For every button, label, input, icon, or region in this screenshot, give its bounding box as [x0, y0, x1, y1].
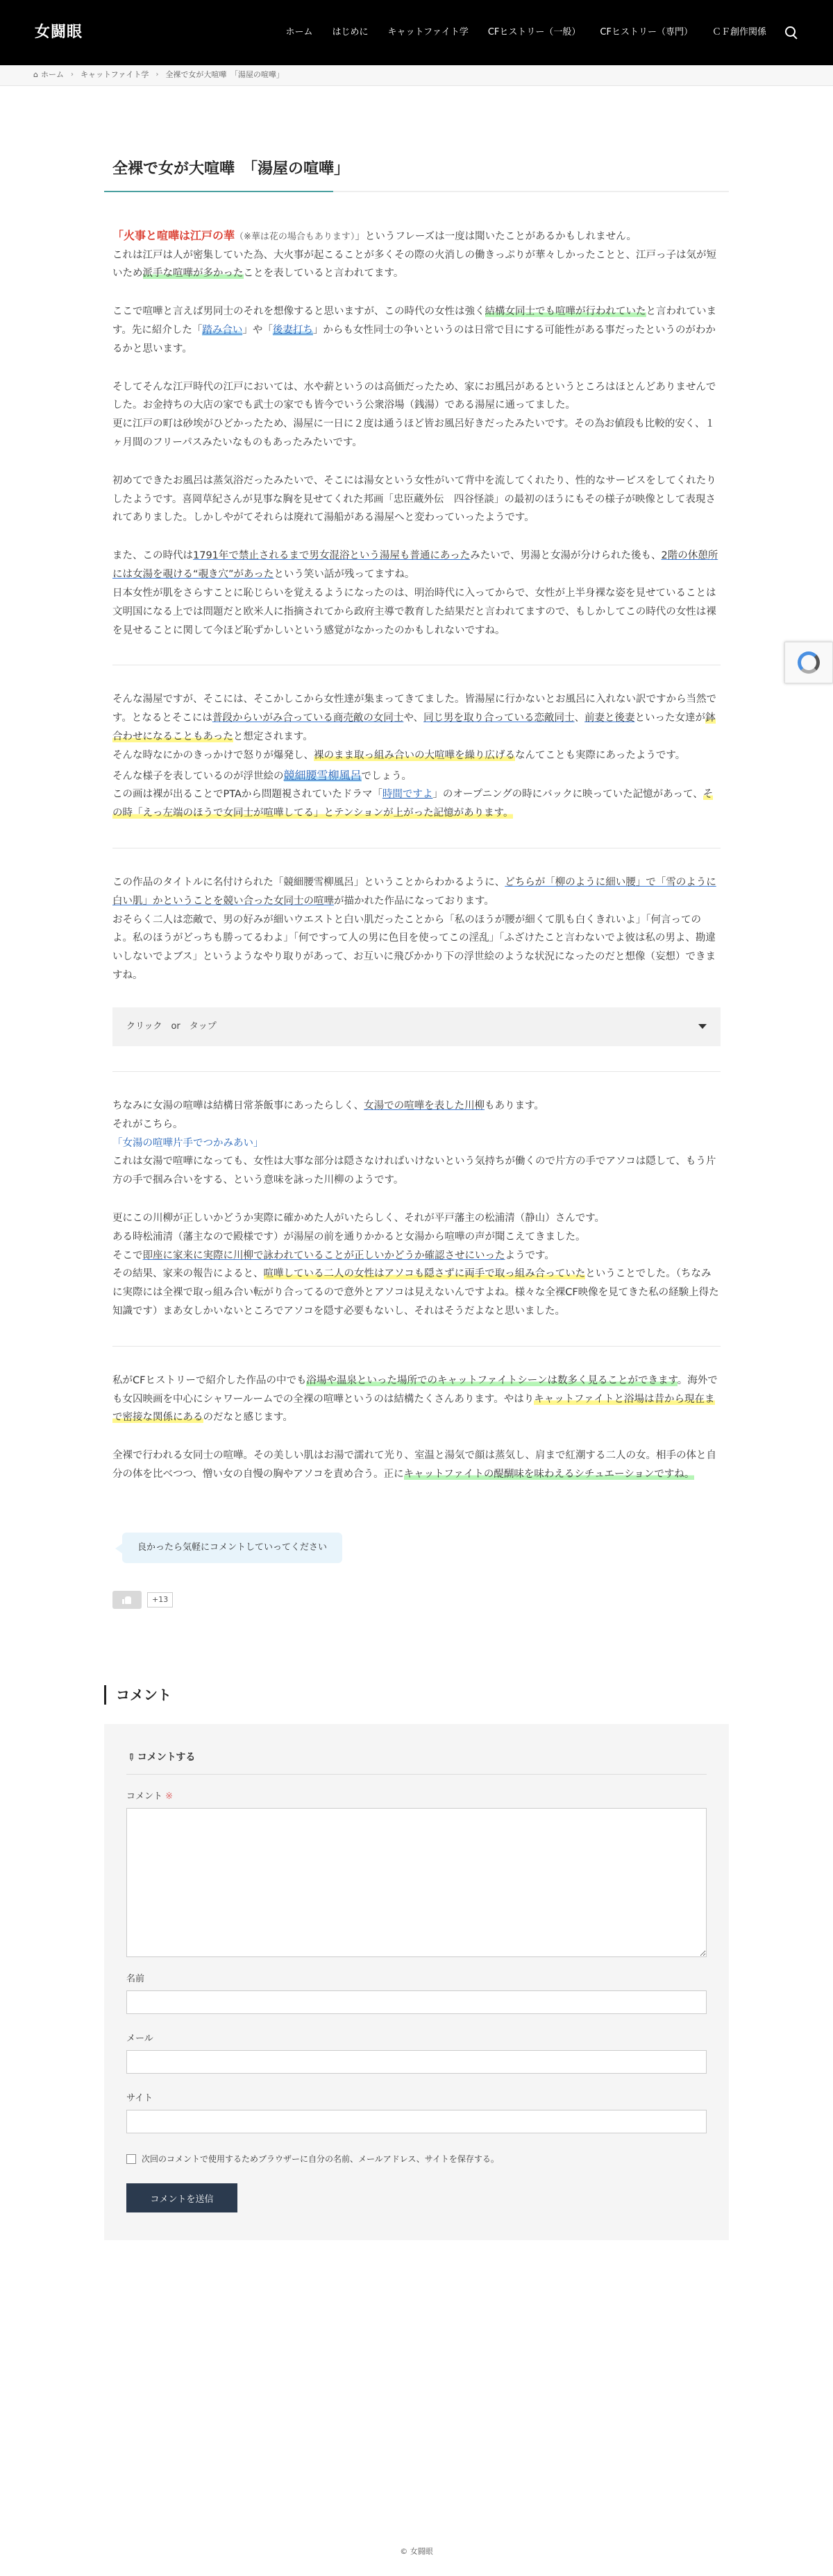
- post-body: [104, 192, 729, 1484]
- email-field[interactable]: [126, 2050, 707, 2074]
- nav-intro[interactable]: はじめに: [332, 26, 369, 37]
- paragraph: 更にこの川柳が正しいかどうか実際に確かめた人がいたらしく、それが平戸藩主の松浦清（静山）さんです。: [112, 1212, 605, 1224]
- nav-catfight-studies[interactable]: キャットファイト学: [387, 26, 469, 37]
- paragraph: [112, 1372, 721, 1427]
- like-count: +13: [147, 1592, 173, 1607]
- text: ここで喧嘩と言えば男同士のそれを想像すると思いますが、この時代の女性は強く: [112, 306, 485, 318]
- highlight: 結構女同士でも喧嘩が行われていた: [485, 306, 646, 318]
- paragraph: [112, 1265, 721, 1320]
- like-widget: [112, 1591, 729, 1609]
- nav-cf-history-special[interactable]: CFヒストリー（専門）: [600, 26, 693, 37]
- site-label: サイト: [126, 2092, 153, 2104]
- underline-text: どちらが「柳のように細い腰」で「雪のように白い肌」かということを競い合った女同士の喧嘩: [112, 877, 716, 907]
- paragraph: これは女湯で喧嘩になっても、女性は大事な部分は隠さなければいけないという気持ちが働くので片方の手でアソコは隠して、もう片方の手で掴み合いをする、という意味を詠った川柳のようです。: [112, 1156, 716, 1186]
- nav-cf-creation[interactable]: ＣＦ創作関係: [712, 26, 766, 37]
- paragraph: そしてそんな江戸時代の江戸においては、水や薪というのは高価だったため、家にお風呂があるというところはほとんどありませんでした。お金持ちの大店の家でも武士の家でも皆今でいう公衆浴場（銭湯）である湯屋に通ってました。: [112, 381, 716, 411]
- divider: [112, 1346, 721, 1347]
- paragraph: 日本女性が肌をさらすことに恥じらいを覚えるようになったのは、明治時代に入ってからで、女性が上半身裸な姿を見せていることは文明国になる上では問題だと欧米人に指摘されてから政府主導で教育した結果だと言われてますので、もしかしてこの時代の女性は裸を見せることに関して今ほど恥ずかしいという感覚がなかったのかもしれないですね。: [112, 587, 716, 636]
- paragraph: [112, 225, 721, 246]
- like-button[interactable]: [112, 1591, 142, 1609]
- underline-text: 前妻と後妻: [584, 713, 635, 724]
- link-fumiai[interactable]: 踏み合い: [202, 324, 243, 336]
- paragraph: おそらく二人は恋敵で、男の好みが細いウエストと白い肌だったことから「私のほうが腰が細くて肌も白くきれいよ」「何言ってのよ。私のほうがどっちも勝ってるわよ」「何ですって人の男に色目を使ってこの淫乱」「ふざけたこと言わないでよ彼は私の男よ、勘違いしないでよブス」というようなやり取りがあって、お互いに飛びかかり下の浮世絵のような状況になったのだと想像（妄想）できますね。: [112, 914, 716, 982]
- comment-form: [104, 1724, 729, 2240]
- text: そんな時なにかのきっかけで怒りが爆発し、: [112, 749, 314, 761]
- lead-rest: 」というフレーズは一度は聞いたことがあるかもしれません。: [355, 230, 637, 242]
- submit-comment-button[interactable]: コメントを送信: [126, 2183, 237, 2212]
- name-label: 名前: [126, 1973, 145, 1984]
- text: や、: [403, 713, 424, 724]
- breadcrumb-home[interactable]: ホーム: [40, 70, 64, 80]
- highlight: 浴場や温泉といった場所でのキャットファイトシーンは数多く見ることができます: [306, 1374, 678, 1386]
- pencil-icon: ✎: [124, 1750, 138, 1765]
- paragraph: ある時松浦清（藩主なので殿様です）が湯屋の前を通りかかると女湯から喧嘩の声が聞こえてきました。: [112, 1231, 586, 1243]
- text: ということでした。（ちなみに実際には全裸で取っ組み合い転がり合ってるので意外とアソコは見えないんですよね。様々な全裸CF映像を見てきた私の経験上得た知識です）まあ女しかいないところでアソコを隠す必要もないし、それはそうだよなと思いました。: [112, 1268, 719, 1317]
- site-logo[interactable]: 女闘眼: [35, 23, 83, 41]
- text: また、この時代は: [112, 550, 193, 562]
- text: でしょう。: [361, 770, 412, 782]
- page-title: 全裸で女が大喧嘩 「湯屋の喧嘩」: [104, 155, 729, 192]
- paragraph: [112, 246, 721, 284]
- paragraph: [112, 690, 721, 746]
- nav-home[interactable]: ホーム: [285, 26, 313, 37]
- label-text: コメント: [126, 1791, 163, 1802]
- text: 」のオープニングの時にバックに映っていた記憶があって、: [432, 789, 703, 801]
- paragraph: [112, 302, 721, 358]
- paragraph: 更に江戸の町は砂埃がひどかったため、湯屋に一日に２度は通うほど皆お風呂好きだったみたいです。その為お値段も比較的安く、１ヶ月間のフリーパスみたいなものもあったみたいです。: [112, 418, 715, 448]
- paragraph: [112, 873, 721, 911]
- reply-title-text: コメントする: [137, 1751, 196, 1763]
- text: この画は裸が出ることでPTAから問題視されていたドラマ「: [112, 789, 382, 801]
- link-uwanariuchi[interactable]: 後妻打ち: [272, 324, 313, 336]
- global-nav: [266, 24, 798, 41]
- paragraph: [112, 1097, 721, 1116]
- breadcrumb-category[interactable]: キャットファイト学: [80, 70, 149, 80]
- text: そんな湯屋ですが、そこには、そこかしこから女性達が集まってきてました。皆湯屋に行かないとお風呂に入れない訳ですから当然です。となるとそこには: [112, 694, 716, 724]
- text: これは江戸は人が密集していた為、大火事が起こることが多くその際の火消しの働きっぷりが華々しかったことと、江戸っ子は気が短いため: [112, 249, 716, 280]
- footer-copyright: © 女闘眼: [400, 2547, 433, 2556]
- highlight: 喧嘩している二人の女性はアソコも隠さずに両手で取っ組み合っていた: [263, 1268, 586, 1280]
- text: と言われています。先に紹介した「: [112, 306, 716, 336]
- chevron-right-icon: ›: [155, 71, 159, 79]
- underline-text: 同じ男を取り合っている恋敵同士: [423, 713, 575, 724]
- link-jikan-desuyo[interactable]: 時間ですよ: [382, 789, 433, 801]
- text: 私がCFヒストリーで紹介した作品の中でも: [112, 1374, 307, 1386]
- link-ukiyoe-title[interactable]: 競細腰雪柳風呂: [283, 768, 362, 782]
- search-icon[interactable]: [784, 26, 798, 40]
- text: みたいで、男湯と女湯が分けられた後も、: [470, 550, 662, 562]
- reply-title: [126, 1749, 707, 1775]
- underline-text: 普段からいがみ合っている商売敵の女同士: [212, 713, 404, 724]
- paragraph: [112, 1247, 721, 1265]
- paragraph: それがこちら。: [112, 1118, 183, 1130]
- text: 全裸で行われる女同士の喧嘩。その美しい肌はお湯で濡れて光り、室温と湯気で顔は蒸気し、肩まで紅潮する二人の女。相手の体と自分の体を比べつつ、憎い女の自慢の胸やアソコを責め合う。正に: [112, 1450, 716, 1481]
- text: もあります。: [485, 1100, 544, 1111]
- text: が描かれた作品になっております。: [334, 895, 494, 907]
- paragraph: [112, 547, 721, 584]
- text: そんな様子を表しているのが浮世絵の: [112, 770, 284, 782]
- save-info-row: [126, 2151, 707, 2167]
- highlight: 派手な喧嘩が多かった: [142, 268, 244, 280]
- email-label: メール: [126, 2033, 153, 2044]
- text: 」からも女性同士の争いというのは日常で目にする可能性がある事だったというのがわかるかと思います。: [112, 324, 716, 355]
- site-header: [0, 0, 833, 65]
- chevron-right-icon: ›: [70, 71, 74, 79]
- paragraph: [112, 785, 721, 823]
- text: この作品のタイトルに名付けられた「競細腰雪柳風呂」ということからわかるように、: [112, 877, 505, 888]
- text: 」や「: [242, 324, 273, 336]
- nav-cf-history-general[interactable]: CFヒストリー（一般）: [487, 26, 581, 37]
- text: 、: [574, 713, 585, 724]
- text: なんてことも実際にあったようです。: [515, 749, 686, 761]
- save-info-label: 次回のコメントで使用するためブラウザーに自分の名前、メールアドレス、サイトを保存する。: [142, 2154, 499, 2164]
- main-content: [104, 155, 729, 2240]
- text: といった女達が: [634, 713, 706, 724]
- breadcrumb-current: 全裸で女が大喧嘩 「湯屋の喧嘩」: [165, 70, 284, 80]
- breadcrumb: [0, 65, 833, 86]
- highlight: キャットファイトと浴場は昔から現在まで密接な関係にある: [112, 1393, 715, 1424]
- recaptcha-badge[interactable]: [784, 642, 833, 683]
- paragraph: [112, 1447, 721, 1484]
- caret-down-icon: [698, 1024, 707, 1029]
- lead-phrase: 「火事と喧嘩は江戸の華: [112, 228, 235, 242]
- text: ようです。: [505, 1249, 555, 1261]
- underline-text: 1791年で禁止されるまで男女混浴という湯屋も普通にあった: [193, 550, 471, 562]
- comment-textarea[interactable]: [126, 1808, 707, 1957]
- senryu: 「女湯の喧嘩片手でつかみあい」: [112, 1137, 264, 1149]
- home-icon: ⌂: [33, 70, 38, 80]
- required-mark: ※: [165, 1791, 174, 1802]
- paragraph: [112, 765, 721, 786]
- save-info-checkbox[interactable]: [126, 2154, 136, 2164]
- divider: [112, 1071, 721, 1072]
- highlight: 鉢合わせになることもあった: [112, 713, 716, 742]
- underline-text: 2階の休憩所には女湯を覗ける“覗き穴”があった: [112, 550, 718, 581]
- website-field[interactable]: [126, 2110, 707, 2133]
- text: その結果、家来の報告によると、: [112, 1268, 264, 1280]
- text: そこで: [112, 1249, 143, 1261]
- text: という笑い話が残ってますね。: [274, 569, 415, 581]
- text: 。海外でも女囚映画を中心にシャワールームでの全裸の喧嘩というのは結構たくさんあります。やはり: [112, 1374, 718, 1405]
- comments-heading: コメント: [104, 1685, 729, 1705]
- recaptcha-icon: [798, 651, 820, 674]
- highlight: キャットファイトの醍醐味を味わえるシチュエーションですね。: [403, 1469, 695, 1481]
- highlight: その時「えっ左端のほうで女同士が喧嘩してる」とテンションが上がった記憶があります。: [112, 789, 714, 819]
- accordion-toggle[interactable]: [112, 1007, 721, 1046]
- thumbs-up-icon: [122, 1596, 132, 1604]
- text: ちなみに女湯の喧嘩は結構日常茶飯事にあったらしく、: [112, 1100, 364, 1111]
- text: と想定されます。: [233, 731, 313, 742]
- highlight: 裸のまま取っ組み合いの大喧嘩を繰り広げる: [314, 749, 515, 761]
- name-field[interactable]: [126, 1990, 707, 2014]
- underline-text: 即座に家来に実際に川柳で詠われていることが正しいかどうか確認させにいった: [142, 1249, 505, 1261]
- underline-text: 女湯での喧嘩を表した川柳: [364, 1100, 485, 1111]
- text: のだなと感じます。: [203, 1412, 293, 1424]
- paragraph: [112, 747, 721, 765]
- lead-note: （※華は花の場合もあります）: [235, 231, 355, 242]
- comment-cta: 良かったら気軽にコメントしていってください: [122, 1533, 342, 1563]
- paragraph: 初めてできたお風呂は蒸気浴だったみたいで、そこには湯女という女性がいて背中を流してくれたり、性的なサービスをしてくれたりしたようです。喜岡草紀さんが見事な胸を見せてくれた邦画「忠臣蔵外伝 四谷怪談」の最初のほうにもその様子が映像として表現されてありました。しかしやがてそれらは廃れて湯船がある湯屋へと変わっていったようです。: [112, 475, 716, 524]
- comment-label: [126, 1789, 707, 1805]
- accordion-label: クリック or タップ: [126, 1021, 217, 1032]
- text: ことを表していると言われてます。: [243, 268, 404, 280]
